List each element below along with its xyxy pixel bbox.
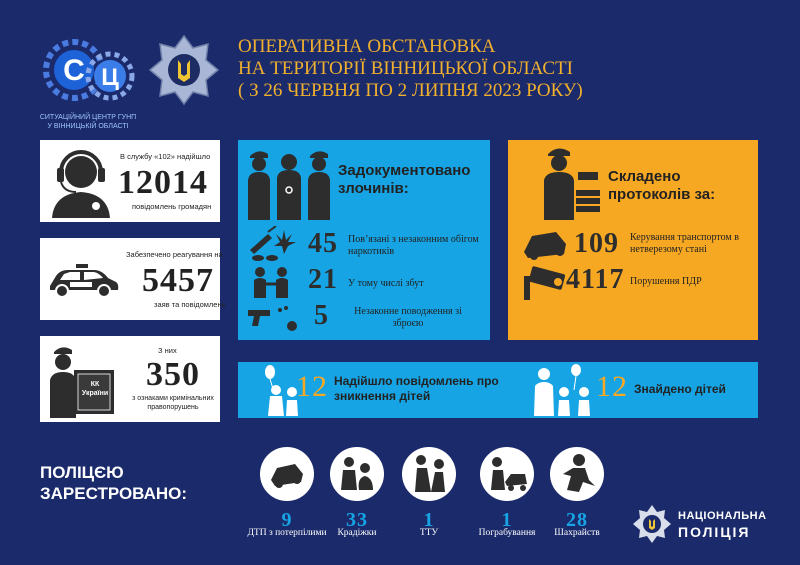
drug-sale-icon	[252, 266, 292, 298]
fraud-icon	[549, 446, 605, 502]
registered-title: ПОЛІЦЄЮ ЗАРЕСТРОВАНО:	[40, 463, 188, 503]
children-found-value: 12	[596, 370, 628, 403]
criminal-value: 350	[146, 356, 200, 393]
crime-weapon-label: Незаконне поводження зі зброєю	[354, 306, 462, 329]
officer-found-children-icon	[532, 364, 596, 416]
crimes-panel	[238, 140, 490, 340]
brand-line-2: ПОЛІЦІЯ	[678, 524, 751, 540]
stat-ttu	[394, 446, 464, 546]
stat-robbery	[472, 446, 542, 546]
logo-caption: СИТУАЦІЙНИЙ ЦЕНТР ГУНП У ВІННИЦЬКІЙ ОБЛАСТІ	[39, 114, 137, 130]
drugs-icon	[246, 226, 298, 262]
crime-drugs-label: Пов’язані з незаконним обігом наркотиків	[348, 234, 479, 257]
responses-bottom-text: заяв та повідомлень	[154, 300, 226, 309]
police-badge-icon	[148, 34, 220, 106]
brand-line-1: НАЦІОНАЛЬНА	[678, 510, 767, 522]
officers-arrest-icon	[246, 146, 332, 220]
criminal-bottom-text: з ознаками кримінальних правопорушень	[132, 395, 214, 411]
protocol-drunk-label: Керування транспортом в нетверезому стані	[630, 232, 739, 255]
page-title	[238, 36, 658, 102]
theft-icon	[329, 446, 385, 502]
children-panel	[238, 362, 758, 418]
protocol-traffic-value: 4117	[566, 264, 625, 295]
robbery-icon	[479, 446, 535, 502]
crashed-car-icon	[520, 230, 570, 260]
ttu-label: ТТУ	[419, 528, 439, 538]
criminal-top-text: З них	[158, 346, 177, 355]
stat-fraud	[542, 446, 612, 546]
responses-value: 5457	[142, 262, 214, 299]
svg-text:Ц: Ц	[101, 64, 119, 91]
criminal-card	[40, 336, 220, 422]
calls-102-value: 12014	[118, 164, 208, 201]
officer-with-papers-icon	[542, 144, 602, 220]
stat-thefts	[322, 446, 392, 546]
accidents-value: 9	[281, 509, 293, 531]
ttu-value: 1	[423, 509, 435, 531]
gear-logo-icon	[38, 36, 138, 104]
fraud-label: Шахрайств	[554, 528, 600, 538]
police-car-icon	[46, 264, 120, 300]
thefts-value: 33	[346, 509, 368, 531]
protocol-drunk-value: 109	[574, 228, 619, 259]
protocols-panel	[508, 140, 758, 340]
situation-center-logo	[38, 36, 138, 130]
codex-book-label: КК України	[81, 381, 109, 397]
crime-drugs-value: 45	[308, 228, 338, 259]
crime-weapon-value: 5	[314, 300, 329, 331]
officer-with-codex-icon	[48, 340, 118, 418]
title-line-3: ( З 26 ЧЕРВНЯ ПО 2 ЛИПНЯ 2023 РОКУ)	[238, 80, 583, 101]
police-star-icon	[632, 504, 672, 544]
responses-top-text: Забезпечено реагування на	[126, 250, 223, 259]
children-missing-value: 12	[296, 370, 328, 403]
accidents-label: ДТП з потерпілими	[247, 528, 327, 538]
national-police-logo	[632, 500, 772, 548]
speed-camera-icon	[518, 266, 570, 300]
robbery-label: Пограбування	[478, 528, 536, 538]
children-found-label: Знайдено дітей	[634, 382, 726, 396]
crime-sale-value: 21	[308, 264, 338, 295]
thefts-label: Крадіжки	[337, 528, 377, 538]
title-line-2: НА ТЕРИТОРІЇ ВІННИЦЬКОЇ ОБЛАСТІ	[238, 58, 573, 79]
headset-operator-icon	[46, 146, 116, 218]
svg-text:С: С	[63, 54, 85, 87]
robbery-value: 1	[501, 509, 513, 531]
crimes-title: Задокументовано злочинів:	[338, 162, 471, 197]
car-accident-icon	[259, 446, 315, 502]
children-missing-label: Надійшло повідомлень про зникнення дітей	[334, 374, 499, 403]
protocol-traffic-label: Порушення ПДР	[630, 276, 702, 287]
fraud-value: 28	[566, 509, 588, 531]
calls-102-bottom-text: повідомлень громадян	[132, 202, 212, 211]
assault-icon	[401, 446, 457, 502]
title-line-1: ОПЕРАТИВНА ОБСТАНОВКА	[238, 36, 496, 57]
weapon-icon	[246, 302, 302, 332]
protocols-title: Складено протоколів за:	[608, 168, 716, 203]
calls-102-card	[40, 140, 220, 222]
crime-sale-label: У тому числі збут	[348, 278, 424, 289]
calls-102-top-text: В службу «102» надійшло	[120, 152, 211, 161]
responses-card	[40, 238, 226, 320]
